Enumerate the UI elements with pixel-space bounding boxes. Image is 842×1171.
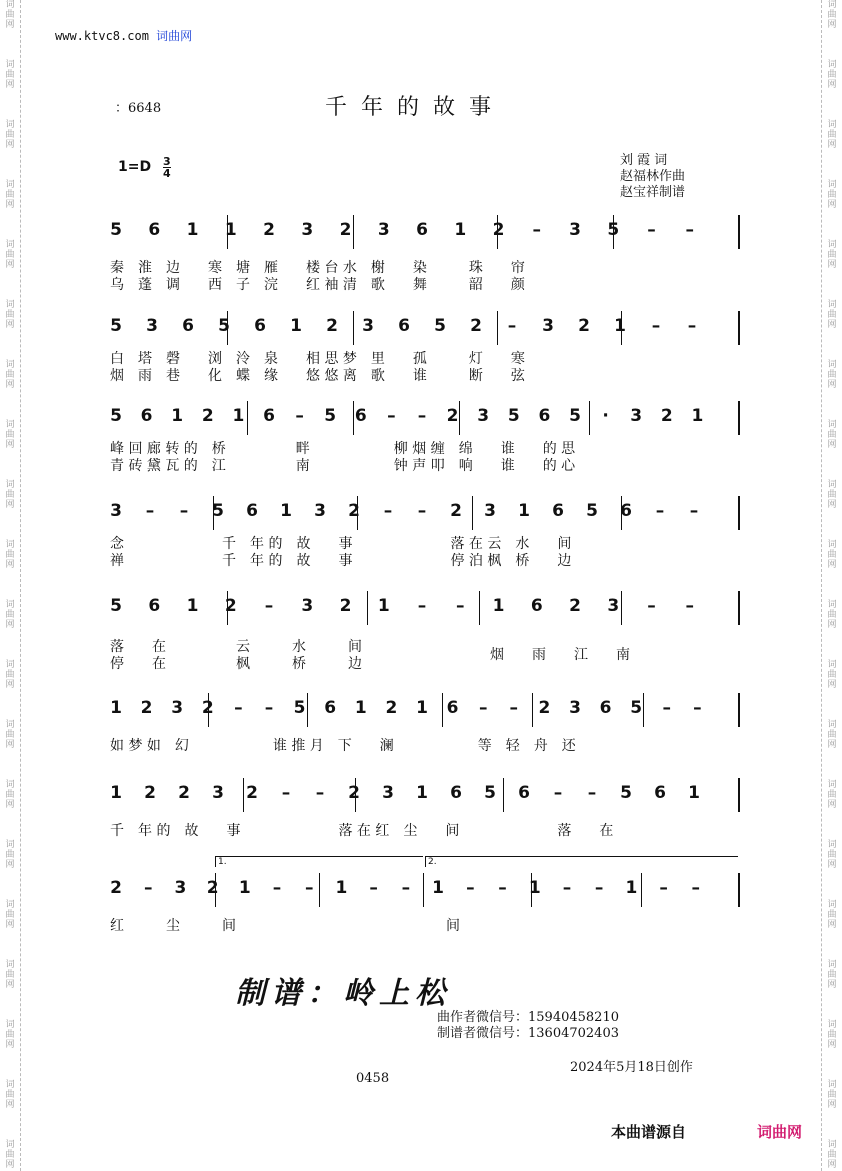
note: 1 xyxy=(416,698,428,718)
note: 1 xyxy=(614,316,626,336)
note: 6 xyxy=(552,501,564,521)
note: 3 xyxy=(171,698,184,718)
lyric-line: 乌 蓬 调 西 子 浣 红 袖 清 歌 舞 韶 颜 xyxy=(110,277,525,293)
watermark-text: 词 曲 网 xyxy=(827,300,837,330)
note: 1 xyxy=(691,406,704,426)
note: 5 xyxy=(620,783,632,803)
watermark-text: 词 曲 网 xyxy=(5,0,15,30)
note: 1 xyxy=(224,220,237,240)
bar-line xyxy=(738,873,740,907)
bar-line xyxy=(479,591,480,625)
note: 2 xyxy=(201,406,214,426)
note: 1 xyxy=(171,406,184,426)
bar-line xyxy=(738,215,740,249)
note: 5 xyxy=(607,220,620,240)
note: 1 xyxy=(625,878,638,898)
watermark-text: 词 曲 网 xyxy=(5,120,15,150)
watermark-text: 词 曲 网 xyxy=(827,780,837,810)
bar-line xyxy=(738,496,740,530)
note: – xyxy=(553,783,563,803)
time-signature xyxy=(163,156,171,179)
note: 2 xyxy=(446,406,459,426)
site-name[interactable]: 词曲网 xyxy=(156,29,193,43)
watermark-text: 词 曲 网 xyxy=(5,60,15,90)
note: 5 xyxy=(110,596,122,616)
note: 3 xyxy=(569,220,581,240)
meter-top: 3 xyxy=(163,155,171,168)
note: – xyxy=(456,596,465,616)
bar-line xyxy=(503,778,504,812)
note: 6 xyxy=(620,501,632,521)
lyric-line: 念 千 年 的 故 事 落 在 云 水 间 xyxy=(110,536,572,552)
note: 3 xyxy=(569,698,581,718)
site-url[interactable]: www.ktvc8.com xyxy=(55,29,149,43)
note: – xyxy=(143,878,153,898)
note: – xyxy=(507,316,517,336)
note: – xyxy=(305,878,314,898)
note: 6 xyxy=(148,596,161,616)
watermark-text: 词 曲 网 xyxy=(5,1140,15,1170)
bar-line xyxy=(738,401,740,435)
note: 3 xyxy=(607,596,620,616)
bar-line xyxy=(738,778,740,812)
watermark-text: 词 曲 网 xyxy=(827,660,837,690)
bar-line xyxy=(247,401,248,435)
lyric-line: 千 年 的 故 事 落 在 红 尘 间 落 在 xyxy=(110,823,614,839)
bar-line xyxy=(367,591,368,625)
note: – xyxy=(369,878,378,898)
note: 1 xyxy=(110,698,122,718)
note: · xyxy=(602,406,609,426)
credit-lyricist: 刘 霞 词 xyxy=(620,153,668,168)
footer-source-label: 本曲谱源自 xyxy=(611,1123,687,1141)
bar-line xyxy=(353,215,354,249)
note: 2 xyxy=(110,878,122,898)
note: 2 xyxy=(569,596,581,616)
note: – xyxy=(478,698,488,718)
contact-info xyxy=(437,1010,619,1042)
watermark-text: 词 曲 网 xyxy=(827,120,837,150)
note: – xyxy=(594,878,604,898)
note: 6 xyxy=(530,596,543,616)
site-header[interactable] xyxy=(55,27,192,44)
bar-line xyxy=(532,693,533,727)
note: – xyxy=(651,316,661,336)
note: 2 xyxy=(348,501,360,521)
note: 2 xyxy=(263,220,275,240)
bar-line xyxy=(319,873,320,907)
note: – xyxy=(691,878,701,898)
note: 3 xyxy=(301,220,314,240)
note: 1 xyxy=(238,878,251,898)
score-row xyxy=(105,212,740,252)
note: – xyxy=(587,783,597,803)
note: 3 xyxy=(146,316,158,336)
left-watermark-strip xyxy=(0,0,21,1171)
watermark-text: 词 曲 网 xyxy=(827,240,837,270)
note: 1 xyxy=(528,878,541,898)
note: 2 xyxy=(206,878,219,898)
note: 1 xyxy=(110,783,122,803)
note: 6 xyxy=(148,220,161,240)
note: 5 xyxy=(293,698,306,718)
note: – xyxy=(145,501,155,521)
bar-line xyxy=(472,496,473,530)
note: 1 xyxy=(354,698,367,718)
bar-line xyxy=(243,778,244,812)
note: 2 xyxy=(385,698,398,718)
note: 6 xyxy=(446,698,459,718)
right-watermark-strip xyxy=(821,0,842,1171)
key-signature: 1=D xyxy=(118,159,152,175)
score-row xyxy=(105,588,740,628)
note: – xyxy=(562,878,572,898)
note: 1 xyxy=(186,220,199,240)
note: – xyxy=(417,406,427,426)
score-row xyxy=(105,775,740,815)
note: – xyxy=(315,783,325,803)
watermark-text: 词 曲 网 xyxy=(5,720,15,750)
bar-line xyxy=(621,591,622,625)
note: 6 xyxy=(518,783,530,803)
note: 3 xyxy=(477,406,490,426)
watermark-text: 词 曲 网 xyxy=(827,360,837,390)
watermark-text: 词 曲 网 xyxy=(827,900,837,930)
note: – xyxy=(234,698,243,718)
note: – xyxy=(417,596,427,616)
credit-transcriber: 赵宝祥制谱 xyxy=(620,185,686,200)
creation-date: 2024年5月18日创作 xyxy=(570,1060,693,1075)
score-row xyxy=(105,493,740,533)
note: – xyxy=(466,878,475,898)
note: 2 xyxy=(140,698,153,718)
note: 2 xyxy=(144,783,156,803)
lyric-line: 红 尘 间 间 xyxy=(110,918,460,934)
bar-line xyxy=(353,311,354,345)
note: 5 xyxy=(324,406,337,426)
bar-line xyxy=(738,591,740,625)
note: 2 xyxy=(178,783,190,803)
credits xyxy=(620,153,685,201)
page-title: 千年的故事 xyxy=(325,95,506,120)
bar-line xyxy=(307,693,308,727)
watermark-text: 词 曲 网 xyxy=(5,180,15,210)
watermark-text: 词 曲 网 xyxy=(827,1140,837,1170)
lyric-line: 停 在 枫 桥 边 xyxy=(110,656,362,672)
note: 5 xyxy=(507,406,520,426)
score-row xyxy=(105,308,740,348)
watermark-text: 词 曲 网 xyxy=(5,240,15,270)
note: – xyxy=(264,698,274,718)
note: 6 xyxy=(263,406,275,426)
bar-line xyxy=(442,693,443,727)
note: – xyxy=(387,406,396,426)
score-code: ：6648 xyxy=(115,101,162,116)
note: 6 xyxy=(450,783,462,803)
note: 1 xyxy=(416,783,428,803)
note: 3 xyxy=(382,783,394,803)
watermark-text: 词 曲 网 xyxy=(5,1020,15,1050)
note: 1 xyxy=(335,878,348,898)
watermark-text: 词 曲 网 xyxy=(827,1080,837,1110)
note: 1 xyxy=(290,316,302,336)
lyric-line: 峰 回 廊 转 的 桥 畔 柳 烟 缠 绵 谁 的 思 xyxy=(110,441,576,457)
note: – xyxy=(417,501,427,521)
note: – xyxy=(689,501,699,521)
note: – xyxy=(655,501,665,521)
note: 5 xyxy=(586,501,598,521)
note: – xyxy=(693,698,702,718)
watermark-text: 词 曲 网 xyxy=(827,60,837,90)
note: 1 xyxy=(232,406,245,426)
note: 6 xyxy=(182,316,194,336)
note: – xyxy=(281,783,291,803)
transcriber-signature: 制谱：岭上松 xyxy=(235,976,451,1011)
note: 6 xyxy=(254,316,266,336)
note: 1 xyxy=(454,220,467,240)
note: 3 xyxy=(314,501,326,521)
watermark-text: 词 曲 网 xyxy=(5,780,15,810)
watermark-text: 词 曲 网 xyxy=(5,960,15,990)
lyric-side-line: 烟 雨 江 南 xyxy=(490,647,630,663)
page-number: 0458 xyxy=(356,1071,390,1086)
note: 5 xyxy=(212,501,224,521)
note: 5 xyxy=(630,698,643,718)
bar-line xyxy=(497,311,498,345)
note: – xyxy=(685,596,694,616)
note: 5 xyxy=(110,406,122,426)
watermark-text: 词 曲 网 xyxy=(5,900,15,930)
note: – xyxy=(179,501,189,521)
note: – xyxy=(647,596,656,616)
note: 6 xyxy=(398,316,410,336)
note: 6 xyxy=(324,698,337,718)
note: – xyxy=(659,878,668,898)
note: 3 xyxy=(630,406,643,426)
watermark-text: 词 曲 网 xyxy=(827,420,837,450)
note: 3 xyxy=(110,501,122,521)
note: – xyxy=(509,698,519,718)
note: 2 xyxy=(348,783,360,803)
note: 6 xyxy=(246,501,258,521)
note: – xyxy=(685,220,694,240)
note: 2 xyxy=(246,783,258,803)
note: – xyxy=(647,220,656,240)
note: 5 xyxy=(110,316,122,336)
watermark-text: 词 曲 网 xyxy=(5,360,15,390)
credit-composer: 赵福林作曲 xyxy=(620,169,686,184)
note: 2 xyxy=(201,698,214,718)
note: 3 xyxy=(542,316,554,336)
note: 2 xyxy=(470,316,482,336)
note: – xyxy=(662,698,672,718)
note: 6 xyxy=(654,783,666,803)
note: 2 xyxy=(578,316,590,336)
footer-site-link[interactable]: 词曲网 xyxy=(757,1123,803,1141)
bar-line xyxy=(641,873,642,907)
note: 2 xyxy=(339,220,352,240)
note: 2 xyxy=(224,596,237,616)
note: 2 xyxy=(492,220,505,240)
lyric-line: 白 塔 磬 浏 泠 泉 相 思 梦 里 孤 灯 寒 xyxy=(110,351,525,367)
note: 6 xyxy=(354,406,367,426)
watermark-text: 词 曲 网 xyxy=(827,840,837,870)
note: 1 xyxy=(280,501,292,521)
watermark-text: 词 曲 网 xyxy=(5,540,15,570)
note: – xyxy=(498,878,507,898)
lyric-line: 落 在 云 水 间 xyxy=(110,639,362,655)
note: 3 xyxy=(174,878,187,898)
watermark-text: 词 曲 网 xyxy=(827,720,837,750)
bar-line xyxy=(589,401,590,435)
lyric-line: 烟 雨 巷 化 蝶 缘 悠 悠 离 歌 谁 断 弦 xyxy=(110,368,525,384)
note: 1 xyxy=(186,596,199,616)
watermark-text: 词 曲 网 xyxy=(5,600,15,630)
note: 2 xyxy=(450,501,462,521)
note: – xyxy=(264,596,274,616)
volta-ending: 1. xyxy=(215,856,423,867)
watermark-text: 词 曲 网 xyxy=(827,1020,837,1050)
score-row xyxy=(105,690,740,730)
note: 6 xyxy=(538,406,551,426)
watermark-text: 词 曲 网 xyxy=(827,480,837,510)
note: 3 xyxy=(484,501,496,521)
bar-line xyxy=(423,873,424,907)
composer-wechat: 曲作者微信号：15940458210 xyxy=(437,1010,619,1025)
meter-bottom: 4 xyxy=(163,167,171,180)
note: – xyxy=(383,501,393,521)
watermark-text: 词 曲 网 xyxy=(5,840,15,870)
note: – xyxy=(272,878,282,898)
note: 3 xyxy=(362,316,374,336)
note: 5 xyxy=(484,783,496,803)
watermark-text: 词 曲 网 xyxy=(5,660,15,690)
watermark-text: 词 曲 网 xyxy=(5,1080,15,1110)
watermark-text: 词 曲 网 xyxy=(827,540,837,570)
note: 3 xyxy=(212,783,224,803)
lyric-line: 青 砖 黛 瓦 的 江 南 钟 声 叩 响 谁 的 心 xyxy=(110,458,576,474)
watermark-text: 词 曲 网 xyxy=(5,420,15,450)
watermark-text: 词 曲 网 xyxy=(827,960,837,990)
note: – xyxy=(532,220,541,240)
note: 6 xyxy=(599,698,612,718)
volta-ending: 2. xyxy=(425,856,738,867)
note: 5 xyxy=(110,220,122,240)
note: 2 xyxy=(339,596,352,616)
note: 6 xyxy=(416,220,428,240)
note: 2 xyxy=(660,406,673,426)
note: 6 xyxy=(140,406,153,426)
watermark-text: 词 曲 网 xyxy=(5,300,15,330)
note: 1 xyxy=(432,878,445,898)
lyric-line: 如 梦 如 幻 谁 推 月 下 澜 等 轻 舟 还 xyxy=(110,738,576,754)
note: 3 xyxy=(301,596,314,616)
note: 2 xyxy=(538,698,551,718)
watermark-text: 词 曲 网 xyxy=(827,180,837,210)
note: 3 xyxy=(377,220,390,240)
lyric-line: 秦 淮 边 寒 塘 雁 楼 台 水 榭 染 珠 帘 xyxy=(110,260,525,276)
score-row xyxy=(105,857,740,910)
note: 1 xyxy=(518,501,530,521)
watermark-text: 词 曲 网 xyxy=(827,0,837,30)
note: 1 xyxy=(688,783,700,803)
note: 2 xyxy=(326,316,338,336)
lyric-line: 禅 千 年 的 故 事 停 泊 枫 桥 边 xyxy=(110,553,572,569)
score-row xyxy=(105,398,740,438)
watermark-text: 词 曲 网 xyxy=(5,480,15,510)
bar-line xyxy=(738,311,740,345)
note: 1 xyxy=(492,596,505,616)
bar-line xyxy=(738,693,740,727)
note: 5 xyxy=(434,316,446,336)
note: – xyxy=(687,316,697,336)
watermark-text: 词 曲 网 xyxy=(827,600,837,630)
transcriber-wechat: 制谱者微信号：13604702403 xyxy=(437,1026,619,1041)
note: 1 xyxy=(377,596,390,616)
note: 5 xyxy=(218,316,230,336)
note: – xyxy=(401,878,411,898)
note: – xyxy=(295,406,304,426)
note: 5 xyxy=(569,406,581,426)
